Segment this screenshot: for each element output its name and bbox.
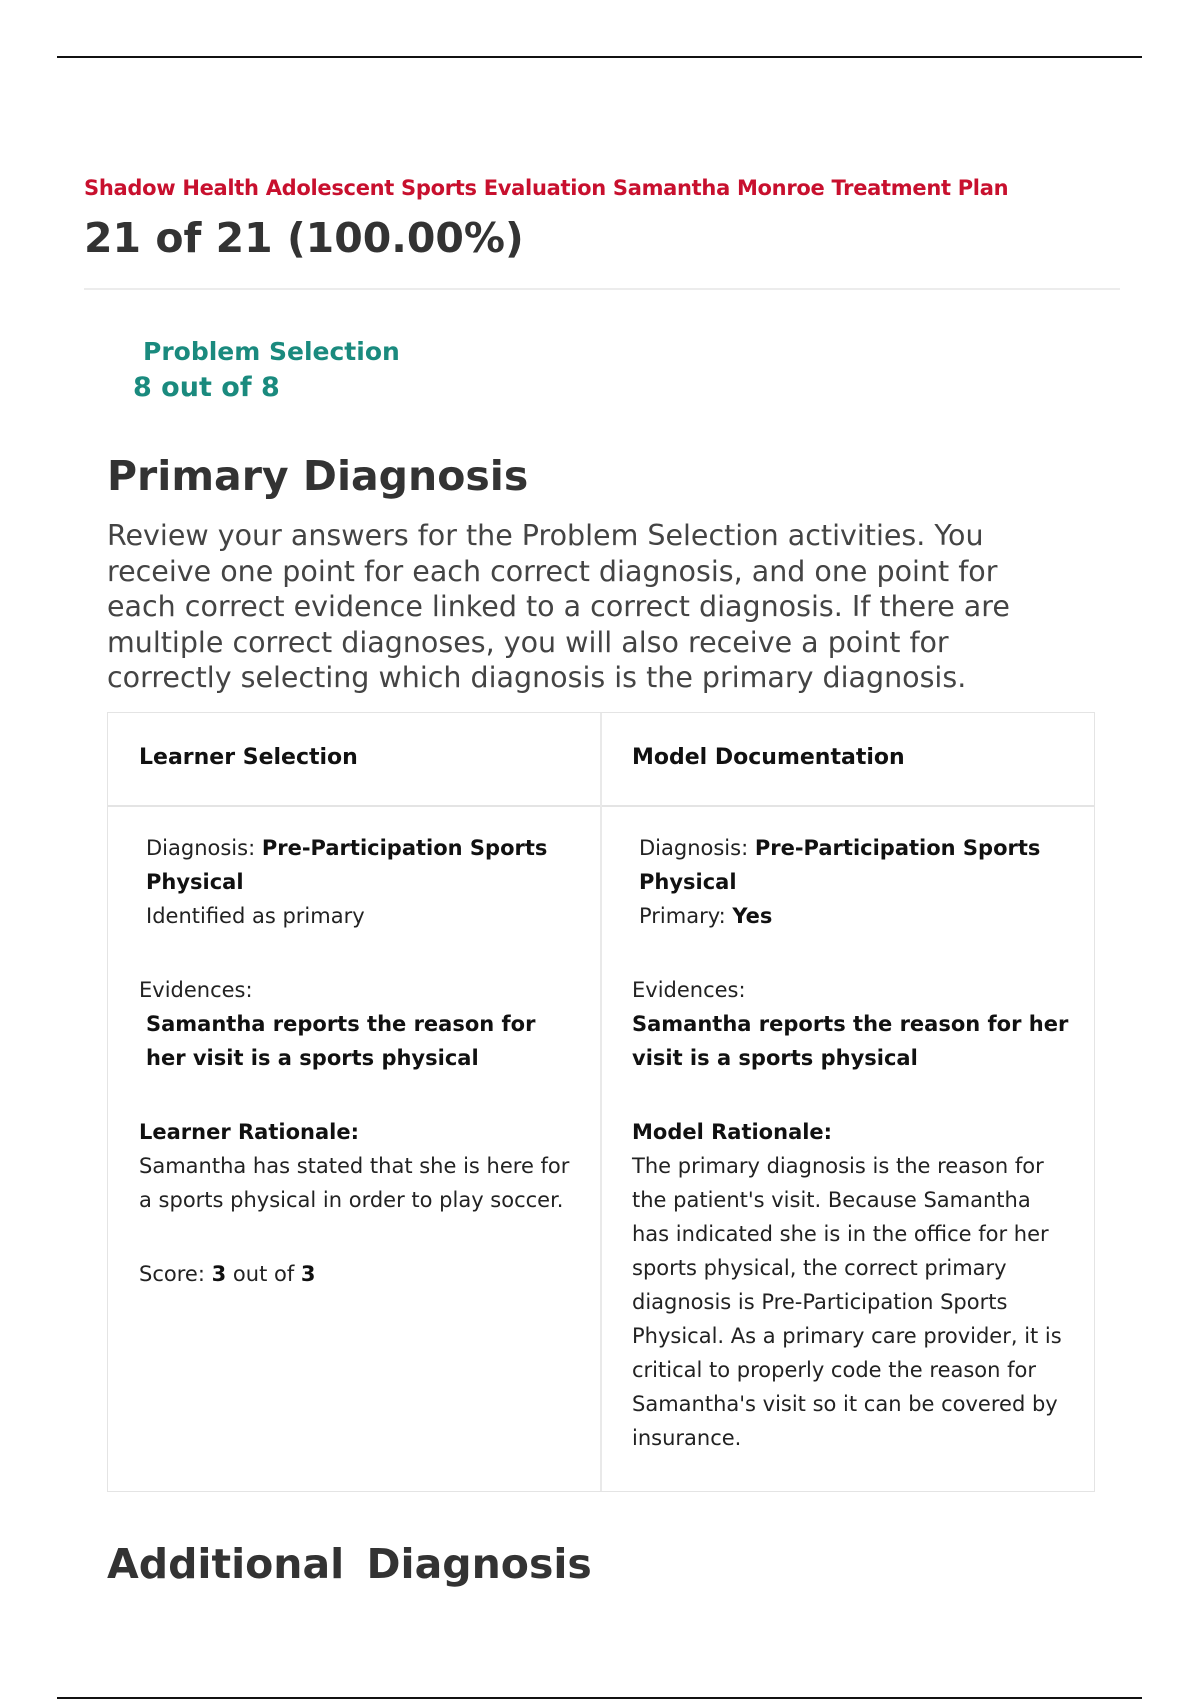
learner-score: [139, 1257, 579, 1291]
bottom-rule: [57, 1697, 1142, 1699]
column-divider: [600, 713, 602, 1491]
learner-cell: [139, 831, 579, 1291]
learner-score-mid: out of: [232, 1262, 295, 1286]
learner-score-value: 3: [211, 1262, 227, 1286]
learner-diagnosis-value: Pre-Participation Sports Physical: [146, 836, 548, 894]
section-score: 8 out of 8: [133, 372, 280, 403]
learner-diagnosis-label: Diagnosis:: [146, 836, 256, 860]
additional-diagnosis-heading: Additional Diagnosis: [107, 1540, 592, 1588]
section-label: Problem Selection: [143, 337, 400, 366]
model-rationale-label: Model Rationale:: [632, 1120, 833, 1144]
model-diagnosis-label: Diagnosis:: [639, 836, 749, 860]
top-rule: [57, 56, 1142, 58]
column-header-learner: Learner Selection: [139, 745, 358, 770]
model-evidence: Samantha reports the reason for her visit is a sports physical: [632, 1012, 1069, 1070]
learner-primary-note: Identified as primary: [146, 904, 365, 928]
primary-diagnosis-heading: Primary Diagnosis: [107, 452, 529, 500]
learner-rationale-label: Learner Rationale:: [139, 1120, 359, 1144]
model-cell: [632, 831, 1072, 1455]
document-title: Shadow Health Adolescent Sports Evaluation Samantha Monroe Treatment Plan: [84, 176, 1009, 200]
learner-evidence: Samantha reports the reason for her visit is a sports physical: [146, 1012, 536, 1070]
header-divider: [84, 288, 1120, 290]
learner-rationale: Samantha has stated that she is here for a sports physical in order to play soccer.: [139, 1154, 570, 1212]
learner-evidences-label: Evidences:: [139, 978, 253, 1002]
model-evidences-label: Evidences:: [632, 978, 746, 1002]
learner-score-label: Score:: [139, 1262, 205, 1286]
model-primary-value: Yes: [732, 904, 773, 928]
column-header-model: Model Documentation: [632, 745, 905, 770]
model-rationale: The primary diagnosis is the reason for the patient's visit. Because Samantha has indicated she is in the office for her sports physical, the correct primary diagnosis is Pre-Participation Sports Physical. As a primary care provider, it is critical to properly code the reason for Samantha's visit so it can be covered by insurance.: [632, 1154, 1062, 1450]
intro-paragraph: Review your answers for the Problem Selection activities. You receive one point for each correct diagnosis, and one point for each correct evidence linked to a correct diagnosis. If there are multiple correct diagnoses, you will also receive a point for correctly selecting which diagnosis is the primary diagnosis.: [107, 519, 1010, 694]
model-diagnosis-value: Pre-Participation Sports Physical: [639, 836, 1041, 894]
overall-score: 21 of 21 (100.00%): [84, 214, 524, 262]
model-primary-label: Primary:: [639, 904, 726, 928]
diagnosis-table: [107, 712, 1095, 1492]
learner-score-total: 3: [300, 1262, 316, 1286]
